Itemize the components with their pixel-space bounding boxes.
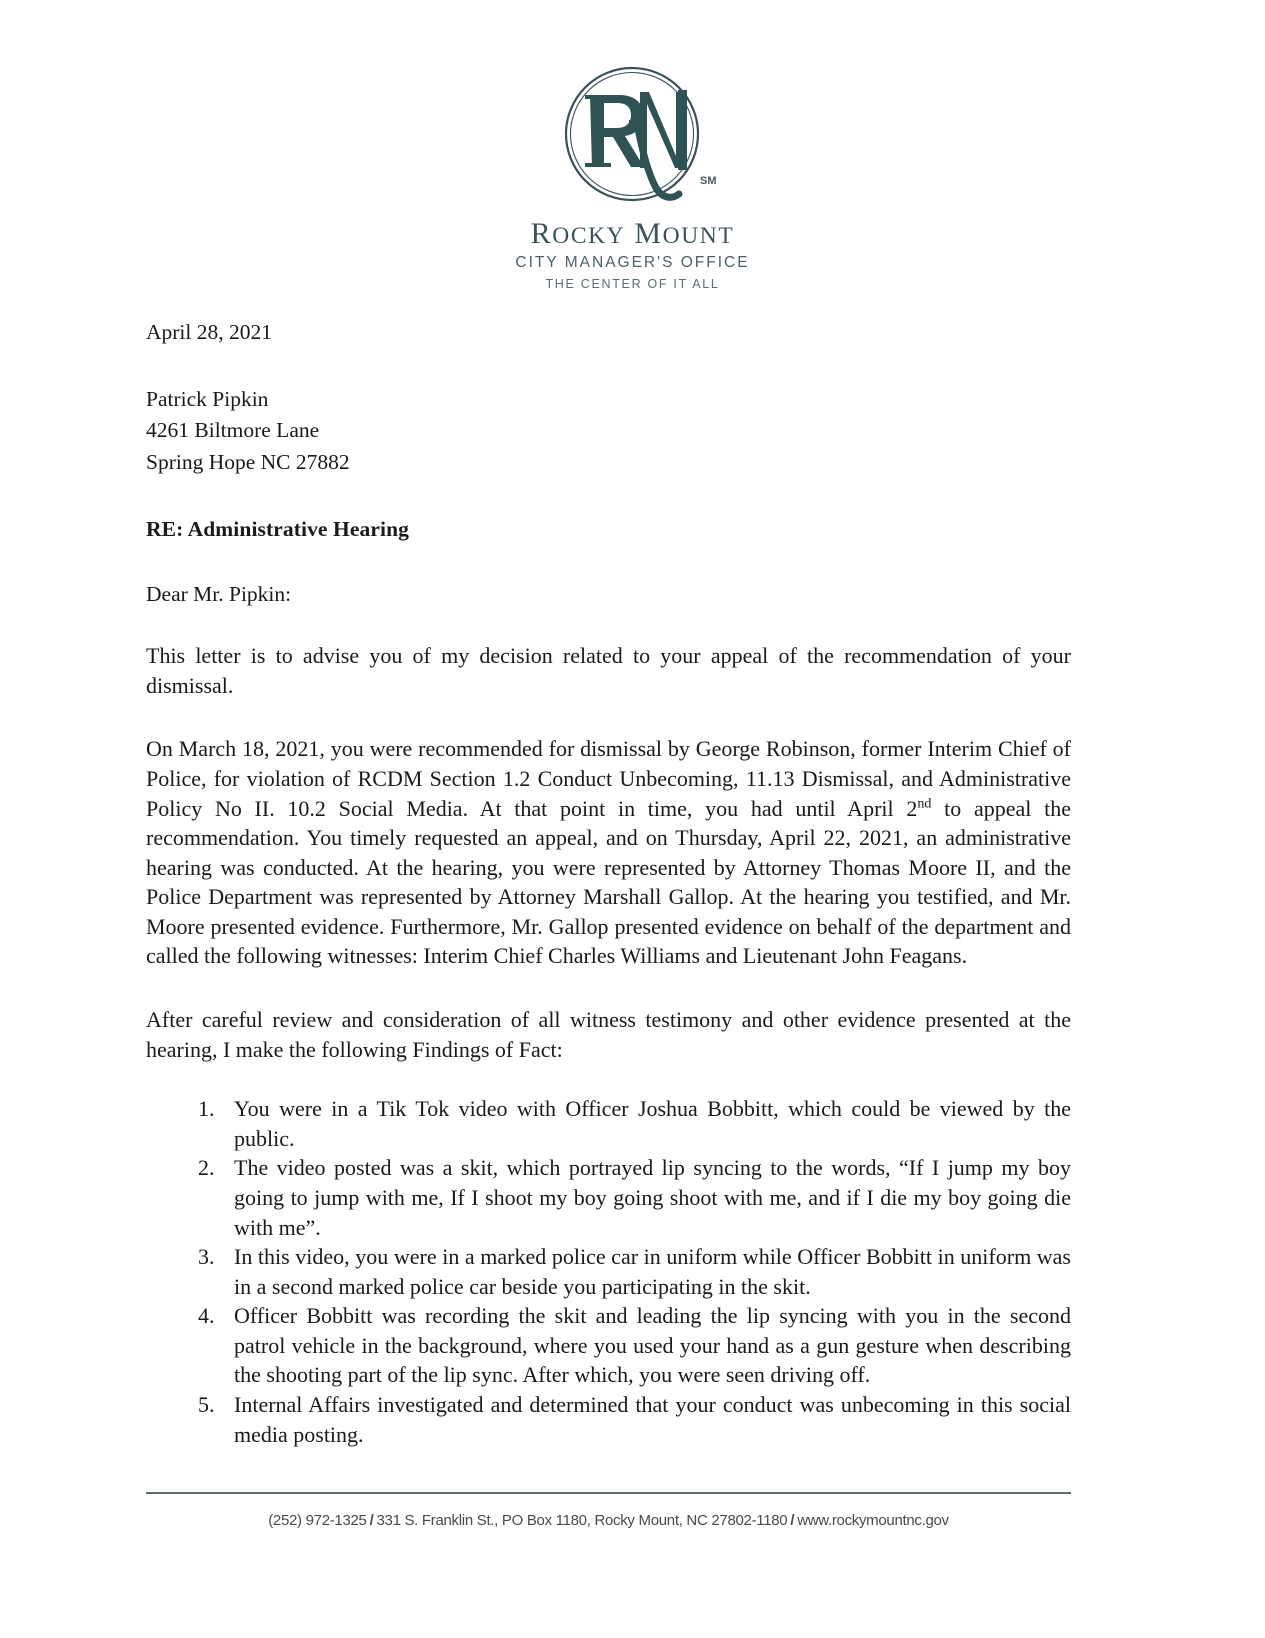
list-item: 2. The video posted was a skit, which portrayed lip syncing to the words, “If I jump my boy going to jump with me, If I shoot my boy going shoot with me, and if I die my boy going die with me”. bbox=[220, 1153, 1071, 1242]
footer-divider bbox=[146, 1492, 1071, 1494]
brand-name bbox=[515, 218, 749, 250]
recipient-city-state-zip: Spring Hope NC 27882 bbox=[146, 449, 350, 474]
subject-line: RE: Administrative Hearing bbox=[146, 517, 409, 542]
letterhead bbox=[0, 0, 1265, 293]
footer-separator-2: / bbox=[790, 1512, 795, 1529]
salutation: Dear Mr. Pipkin: bbox=[146, 582, 292, 607]
service-mark-label: SM bbox=[700, 175, 717, 187]
findings-of-fact-list bbox=[146, 1094, 1071, 1449]
rm-monogram-icon bbox=[537, 62, 727, 212]
list-item: 1. You were in a Tik Tok video with Officer Joshua Bobbitt, which could be viewed by the public. bbox=[220, 1094, 1071, 1153]
footer-phone: (252) 972-1325 bbox=[268, 1512, 367, 1529]
brand-tagline: THE CENTER OF IT ALL bbox=[545, 276, 720, 291]
paragraph-background bbox=[146, 734, 1071, 971]
paragraph-findings-intro: After careful review and consideration of all witness testimony and other evidence presented at the hearing, I make the following Findings of Fact: bbox=[146, 1007, 1071, 1062]
recipient-street: 4261 Biltmore Lane bbox=[146, 418, 320, 443]
brand-name-m: M bbox=[634, 217, 663, 250]
brand-name-r: R bbox=[530, 217, 553, 250]
paragraph-background-part-a: On March 18, 2021, you were recommended for dismissal by George Robinson, former Interim Chief of Police, for violation of RCDM Section 1.2 Conduct Unbecoming, 11.13 Dismissal, and Administrative Policy No II. 10.2 Social Media. At that point in time, you had until April 2 bbox=[146, 736, 1071, 821]
letter-body bbox=[146, 322, 1071, 1449]
footer-contact-info bbox=[146, 1512, 1071, 1529]
letter-date: April 28, 2021 bbox=[146, 320, 273, 344]
organization-logo bbox=[515, 62, 749, 291]
brand-name-ount: OUNT bbox=[662, 223, 735, 249]
footer-separator-1: / bbox=[369, 1512, 374, 1529]
recipient-name: Patrick Pipkin bbox=[146, 386, 269, 411]
list-item: 3. In this video, you were in a marked police car in uniform while Officer Bobbitt in uniform was in a second marked police car beside you participating in the skit. bbox=[220, 1242, 1071, 1301]
paragraph-decision: This letter is to advise you of my decision related to your appeal of the recommendation of your dismissal. bbox=[146, 643, 1071, 698]
list-item: 4. Officer Bobbitt was recording the skit and leading the lip syncing with you in the second patrol vehicle in the background, where you used your hand as a gun gesture when describing the shooting part of the lip sync. After which, you were seen driving off. bbox=[220, 1301, 1071, 1390]
brand-name-ocky: OCKY bbox=[552, 223, 626, 249]
footer-website: www.rockymountnc.gov bbox=[797, 1512, 949, 1529]
recipient-address-block bbox=[146, 384, 1071, 479]
department-name: CITY MANAGER'S OFFICE bbox=[515, 253, 750, 271]
ordinal-suffix: nd bbox=[917, 795, 932, 812]
list-item: 5. Internal Affairs investigated and determined that your conduct was unbecoming in this social media posting. bbox=[220, 1390, 1071, 1449]
footer-address: 331 S. Franklin St., PO Box 1180, Rocky Mount, NC 27802-1180 bbox=[376, 1512, 788, 1529]
paragraph-background-part-b: to appeal the recommendation. You timely requested an appeal, and on Thursday, April 22, 2021, an administrative hearing was conducted. At the hearing, you were represented by Attorney Thomas Moore II, and the Police Department was represented by Attorney Marshall Gallop. At the hearing you testified, and Mr. Moore presented evidence. Furthermore, Mr. Gallop presented evidence on behalf of the department and called the following witnesses: Interim Chief Charles Williams and Lieutenant John Feagans. bbox=[146, 795, 1071, 969]
